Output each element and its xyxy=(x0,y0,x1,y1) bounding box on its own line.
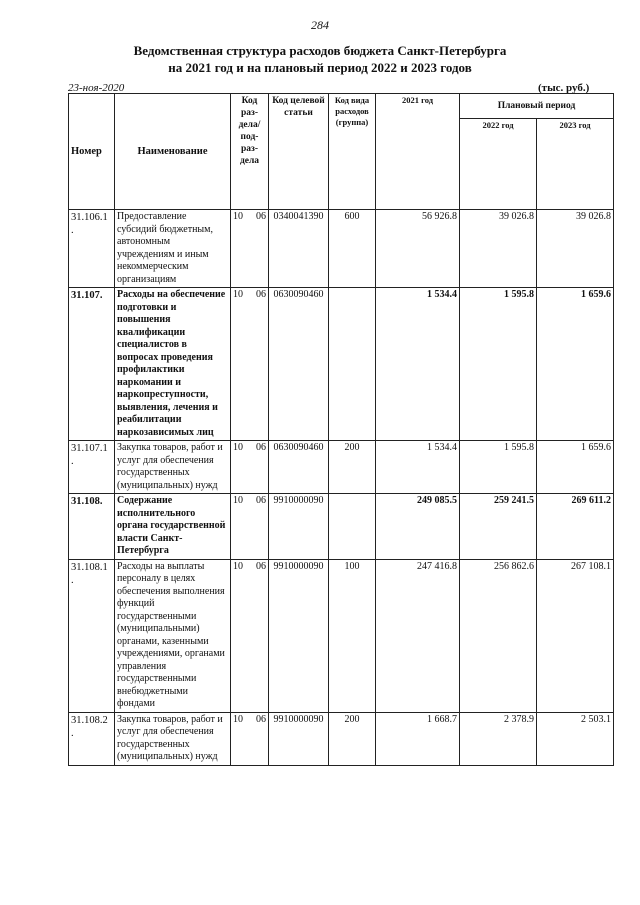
header-year-2021: 2021 год xyxy=(376,94,460,210)
row-amount-2021: 1 668.7 xyxy=(376,712,460,765)
row-expense-group: 600 xyxy=(329,210,376,288)
row-target-code: 0630090460 xyxy=(269,441,329,494)
header-target-code: Код целевой статьи xyxy=(269,94,329,210)
row-amount-2022: 1 595.8 xyxy=(460,441,537,494)
row-subsection: 06 xyxy=(256,713,266,725)
row-amount-2023: 269 611.2 xyxy=(537,494,614,560)
row-amount-2023: 1 659.6 xyxy=(537,441,614,494)
row-section-code xyxy=(231,441,269,494)
row-subsection: 06 xyxy=(256,560,266,572)
row-subsection: 06 xyxy=(256,442,266,453)
header-year-2022: 2022 год xyxy=(460,119,537,210)
row-amount-2021: 1 534.4 xyxy=(376,441,460,494)
row-number: 31.108.2 . xyxy=(69,712,115,765)
row-section: 10 xyxy=(233,495,243,506)
row-amount-2022: 39 026.8 xyxy=(460,210,537,288)
units-label: (тыс. руб.) xyxy=(538,82,590,94)
document-title xyxy=(0,42,640,76)
header-section-code: Код раз-дела/ под-раз-дела xyxy=(231,94,269,210)
row-name: Содержание исполнительного органа государственной власти Санкт-Петербурга xyxy=(115,494,231,560)
row-expense-group: 200 xyxy=(329,441,376,494)
title-line-1: Ведомственная структура расходов бюджета Санкт-Петербурга xyxy=(133,43,507,58)
row-name: Расходы на обеспечение подготовки и повышения квалификации специалистов в вопросах проведения профилактики наркомании и наркопреступности, выявления, лечения и реабилитации наркозависимых лиц xyxy=(115,288,231,441)
table-row xyxy=(69,712,614,765)
row-amount-2023: 2 503.1 xyxy=(537,712,614,765)
header-expense-group: Код вида расходов (группа) xyxy=(329,94,376,210)
row-amount-2021: 249 085.5 xyxy=(376,494,460,560)
row-amount-2023: 1 659.6 xyxy=(537,288,614,441)
row-subsection: 06 xyxy=(256,289,266,300)
table-row xyxy=(69,559,614,712)
header-number: Номер xyxy=(69,94,115,210)
row-section: 10 xyxy=(233,211,243,222)
row-target-code: 9910000090 xyxy=(269,712,329,765)
row-target-code: 9910000090 xyxy=(269,494,329,560)
row-amount-2022: 256 862.6 xyxy=(460,559,537,712)
row-amount-2022: 259 241.5 xyxy=(460,494,537,560)
row-target-code: 0340041390 xyxy=(269,210,329,288)
page-number: 284 xyxy=(311,18,329,32)
row-amount-2023: 267 108.1 xyxy=(537,559,614,712)
row-amount-2022: 1 595.8 xyxy=(460,288,537,441)
row-target-code: 0630090460 xyxy=(269,288,329,441)
row-section: 10 xyxy=(233,442,243,453)
table-row xyxy=(69,441,614,494)
row-number: 31.106.1 . xyxy=(69,210,115,288)
row-section: 10 xyxy=(233,560,243,572)
row-name: Закупка товаров, работ и услуг для обеспечения государственных (муниципальных) нужд xyxy=(115,441,231,494)
row-section-code xyxy=(231,559,269,712)
row-amount-2021: 247 416.8 xyxy=(376,559,460,712)
row-expense-group xyxy=(329,494,376,560)
row-section-code xyxy=(231,494,269,560)
table-row xyxy=(69,288,614,441)
row-name: Предоставление субсидий бюджетным, автономным учреждениям и иным некоммерческим организациям xyxy=(115,210,231,288)
table-row xyxy=(69,494,614,560)
budget-table xyxy=(68,93,614,766)
header-plan-period: Плановый период xyxy=(460,94,614,119)
row-subsection: 06 xyxy=(256,495,266,506)
row-section: 10 xyxy=(233,713,243,725)
title-line-2: на 2021 год и на плановый период 2022 и 2023 годов xyxy=(168,60,472,75)
row-subsection: 06 xyxy=(256,211,266,222)
row-amount-2021: 56 926.8 xyxy=(376,210,460,288)
row-section-code xyxy=(231,288,269,441)
table-body xyxy=(69,210,614,766)
header-year-2023: 2023 год xyxy=(537,119,614,210)
row-number: 31.107. xyxy=(69,288,115,441)
row-amount-2021: 1 534.4 xyxy=(376,288,460,441)
row-name: Расходы на выплаты персоналу в целях обеспечения выполнения функций государственными (муниципальными) органами, казенными учреждениями, органами управления государственными внебюджетными фондами xyxy=(115,559,231,712)
table-row xyxy=(69,210,614,288)
row-target-code: 9910000090 xyxy=(269,559,329,712)
row-name: Закупка товаров, работ и услуг для обеспечения государственных (муниципальных) нужд xyxy=(115,712,231,765)
header-name: Наименование xyxy=(115,94,231,210)
row-section-code xyxy=(231,210,269,288)
document-date: 23-ноя-2020 xyxy=(68,82,125,94)
row-expense-group xyxy=(329,288,376,441)
row-section-code xyxy=(231,712,269,765)
row-expense-group: 200 xyxy=(329,712,376,765)
row-section: 10 xyxy=(233,289,243,300)
row-number: 31.108.1 . xyxy=(69,559,115,712)
row-expense-group: 100 xyxy=(329,559,376,712)
row-amount-2023: 39 026.8 xyxy=(537,210,614,288)
row-number: 31.107.1 . xyxy=(69,441,115,494)
row-amount-2022: 2 378.9 xyxy=(460,712,537,765)
row-number: 31.108. xyxy=(69,494,115,560)
